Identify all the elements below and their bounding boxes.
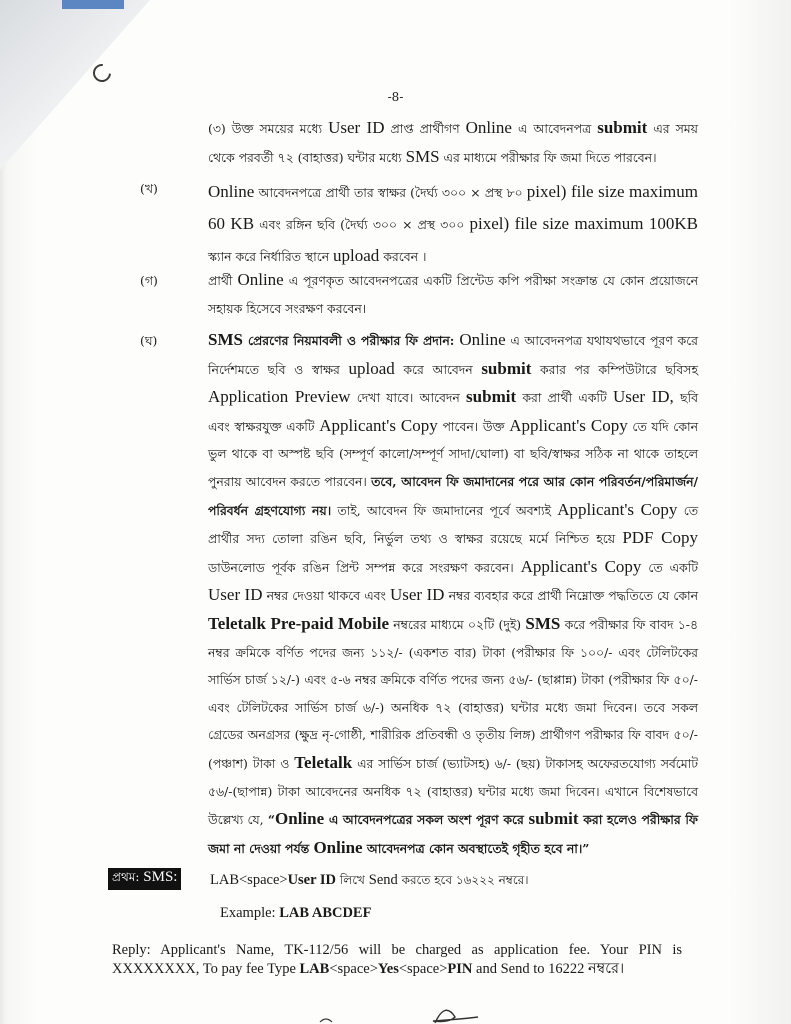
paragraph-sub3: (৩) উক্ত সময়ের মধ্যে User ID প্রাপ্ত প্রার্থীগণ Online এ আবেদনপত্র submit এর সময় থেকে পরবর্তী ৭২ (বাহাত্তর) ঘন্টার মধ্যে SMS এর মাধ্যমে পরীক্ষার ফি জমা দিতে পারবেন। xyxy=(208,118,698,166)
reply-text: Reply: Applicant's Name, TK-112/56 will be charged as application fee. Your PIN is XXXXXXXX, To pay fee Type LAB<space>Yes<space>PIN and Send to 16222 নম্বরে। xyxy=(112,942,682,977)
signature-scribble xyxy=(300,1004,500,1024)
item-label-ga: (গ) xyxy=(140,273,158,288)
sms-instruction: LAB<space>User ID লিখে Send করতে হবে ১৬২২২ নম্বরে। xyxy=(210,872,529,888)
page-number: -8- xyxy=(387,90,404,104)
paragraph-kha: Online আবেদনপত্রে প্রার্থী তার স্বাক্ষর (দৈর্ঘ্য ৩০০ × প্রস্থ ৮০ pixel) file size maximum 60 KB এবং রঙ্গিন ছবি (দৈর্ঘ্য ৩০০ × প্রস্থ ৩০০ pixel) file size maximum 100KB স্ক্যান করে নির্ধারিত স্থানে upload করবেন । xyxy=(208,182,698,265)
sms-prefix-badge: প্রথম: SMS: xyxy=(108,868,181,890)
blue-tab-marker xyxy=(62,0,124,9)
item-label-kha: (খ) xyxy=(140,181,158,196)
sms-example: Example: LAB ABCDEF xyxy=(220,905,372,921)
paragraph-gha: SMS প্রেরণের নিয়মাবলী ও পরীক্ষার ফি প্রদান: Online এ আবেদনপত্র যথাযথভাবে পূরণ করে নির্দেশমতে ছবি ও স্বাক্ষর upload করে আবেদন submit করার পর কম্পিউটারে ছবিসহ Application Preview দেখা যাবে। আবেদন submit করা প্রার্থী একটি User ID, ছবি এবং স্বাক্ষরযুক্ত একটি Applicant's Copy পাবেন। উক্ত Applicant's Copy তে যদি কোন ভুল থাকে বা অস্পষ্ট ছবি (সম্পূর্ণ কালো/সম্পূর্ণ সাদা/ঘোলা) বা ছবি/স্বাক্ষর সঠিক না থাকে তাহলে পুনরায় আবেদন করতে পারবেন। তবে, আবেদন ফি জমাদানের পরে আর কোন পরিবর্তন/পরিমার্জন/পরিবর্ধন গ্রহণযোগ্য নয়। তাই, আবেদন ফি জমাদানের পূর্বে অবশ্যই Applicant's Copy তে প্রার্থীর সদ্য তোলা রঙিন ছবি, নির্ভুল তথ্য ও স্বাক্ষর রয়েছে মর্মে নিশ্চিত হয়ে PDF Copy ডাউনলোড পূর্বক রঙিন প্রিন্ট সম্পন্ন করে সংরক্ষণ করবেন। Applicant's Copy তে একটি User ID নম্বর দেওয়া থাকবে এবং User ID নম্বর ব্যবহার করে প্রার্থী নিম্নোক্ত পদ্ধতিতে যে কোন Teletalk Pre-paid Mobile নম্বরের মাধ্যমে ০২টি (দুই) SMS করে পরীক্ষার ফি বাবদ ১-৪ নম্বর ক্রমিকে বর্ণিত পদের জন্য ১১২/- (একশত বার) টাকা (পরীক্ষার ফি ১০০/- এবং টেলিটকের সার্ভিস চার্জ ১২/-) এবং ৫-৬ নম্বর ক্রমিকে বর্ণিত পদের জন্য ৫৬/- (ছাপ্পান্ন) টাকা (পরীক্ষার ফি ৫০/- এবং টেলিটকের সার্ভিস চার্জ ৬/-) অনধিক ৭২ (বাহাত্তর) ঘন্টার মধ্যে জমা দিবেন। তবে সকল গ্রেডের অনগ্রসর (ক্ষুদ্র নৃ-গোষ্ঠী, শারীরিক প্রতিবন্ধী ও তৃতীয় লিঙ্গ) প্রার্থীগণ পরীক্ষার ফি বাবদ ৫০/-(পঞ্চাশ) টাকা ও Teletalk এর সার্ভিস চার্জ (ভ্যাটসহ) ৬/- (ছয়) টাকাসহ অফেরতযোগ্য সর্বমোট ৫৬/-(ছাপান্ন) টাকা আবেদনের অনধিক ৭২ (বাহাত্তর) ঘন্টার মধ্যে জমা দিবেন। এখানে বিশেষভাবে উল্লেখ্য যে, “Online এ আবেদনপত্রের সকল অংশ পূরণ করে submit করা হলেও পরীক্ষার ফি জমা না দেওয়া পর্যন্ত Online আবেদনপত্র কোন অবস্থাতেই গৃহীত হবে না।” xyxy=(208,330,699,857)
paragraph-ga: প্রার্থী Online এ পূরণকৃত আবেদনপত্রের একটি প্রিন্টেড কপি পরীক্ষা সংক্রান্ত যে কোন প্রয়োজনে সহায়ক হিসেবে সংরক্ষণ করবেন। xyxy=(208,270,698,316)
item-label-gha: (ঘ) xyxy=(140,333,158,348)
